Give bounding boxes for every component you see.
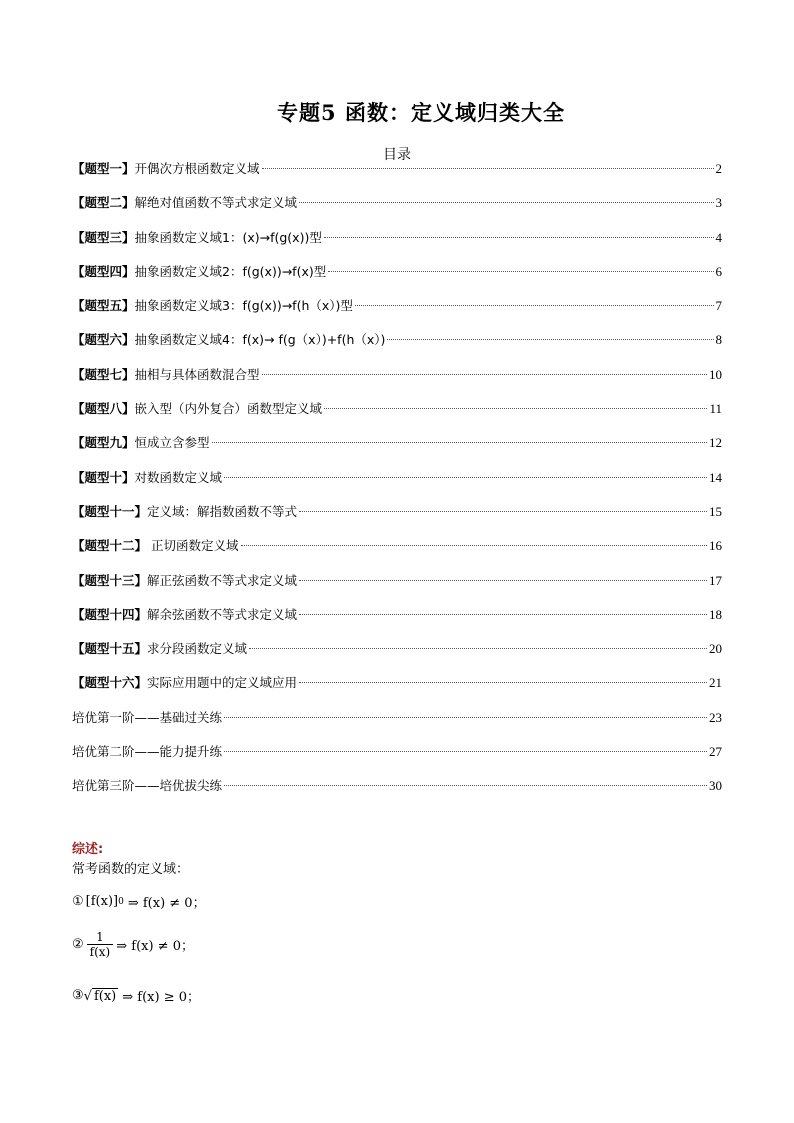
formula-item-2 <box>72 930 194 959</box>
fraction-numerator: 1 <box>96 930 104 944</box>
toc-dot-leader <box>224 785 707 786</box>
toc-entry-page: 8 <box>715 332 722 348</box>
toc-dot-leader <box>262 168 714 169</box>
toc-entry[interactable] <box>72 536 722 570</box>
toc-dot-leader <box>299 614 707 615</box>
toc-entry[interactable] <box>72 776 722 810</box>
toc-entry-label: 培优第三阶——培优拔尖练 <box>72 778 223 794</box>
formula-exponent: 0 <box>118 896 124 907</box>
toc-entry[interactable] <box>72 708 722 742</box>
toc-entry-label: 【题型四】抽象函数定义域2：f(g(x))→f(x)型 <box>72 263 327 279</box>
toc-dot-leader <box>299 682 707 683</box>
toc-dot-leader <box>299 580 707 581</box>
toc-entry-label: 【题型八】嵌入型（内外复合）函数型定义域 <box>72 401 323 417</box>
summary-intro: 常考函数的定义域： <box>72 862 190 877</box>
toc-dot-leader <box>224 477 707 478</box>
toc-entry[interactable] <box>72 742 722 776</box>
toc-dot-leader <box>387 339 713 340</box>
formula-marker: ③ <box>72 988 84 1003</box>
toc-heading: 目录 <box>383 147 411 163</box>
toc-entry-page: 12 <box>709 435 722 451</box>
sqrt-radicand: f(x) <box>93 988 117 1004</box>
toc-entry-label: 培优第二阶——能力提升练 <box>72 744 223 760</box>
summary-heading: 综述: <box>72 842 104 857</box>
toc-entry[interactable] <box>72 433 722 467</box>
toc-entry-label: 【题型十】对数函数定义域 <box>72 469 223 485</box>
toc-entry-label: 【题型九】恒成立含参型 <box>72 435 210 451</box>
toc-entry-label: 【题型十四】解余弦函数不等式求定义域 <box>72 606 298 622</box>
toc-entry-page: 2 <box>715 161 722 176</box>
toc-entry-label: 【题型二】解绝对值函数不等式求定义域 <box>72 195 298 211</box>
toc-entry[interactable] <box>72 502 722 536</box>
table-of-contents <box>72 159 722 811</box>
toc-dot-leader <box>249 648 707 649</box>
toc-dot-leader <box>241 545 708 546</box>
toc-entry-page: 4 <box>715 229 722 245</box>
toc-dot-leader <box>299 511 707 512</box>
toc-entry-page: 6 <box>715 263 722 279</box>
toc-entry[interactable] <box>72 228 722 262</box>
formula-result: ⇒ f(x) ≠ 0； <box>127 896 206 911</box>
toc-dot-leader <box>224 717 707 718</box>
toc-entry-page: 10 <box>709 366 722 382</box>
toc-dot-leader <box>324 237 714 238</box>
toc-dot-leader <box>324 408 707 409</box>
toc-entry-label: 【题型十二】 正切函数定义域 <box>72 538 239 554</box>
formula-marker: ② <box>72 937 84 952</box>
toc-entry[interactable] <box>72 365 722 399</box>
toc-dot-leader <box>224 751 707 752</box>
toc-entry-page: 3 <box>715 195 722 211</box>
toc-entry-label: 【题型七】抽相与具体函数混合型 <box>72 366 260 382</box>
toc-entry-page: 27 <box>709 744 722 760</box>
toc-entry-page: 30 <box>709 778 722 794</box>
toc-dot-leader <box>299 202 713 203</box>
toc-entry-page: 14 <box>709 469 722 485</box>
toc-entry-label: 【题型十五】求分段函数定义域 <box>72 641 248 657</box>
square-root <box>84 988 119 1004</box>
fraction-denominator: f(x) <box>87 944 114 959</box>
toc-dot-leader <box>262 374 707 375</box>
toc-entry[interactable] <box>72 193 722 227</box>
toc-dot-leader <box>328 271 713 272</box>
toc-entry-page: 17 <box>709 572 722 588</box>
formula-result: ⇒ f(x) ≥ 0； <box>122 990 200 1005</box>
toc-entry[interactable] <box>72 468 722 502</box>
toc-entry[interactable] <box>72 605 722 639</box>
formula-item-3 <box>72 986 200 1005</box>
toc-entry[interactable] <box>72 571 722 605</box>
toc-entry-page: 7 <box>715 298 722 314</box>
toc-entry[interactable] <box>72 673 722 707</box>
toc-entry-label: 【题型一】开偶次方根函数定义域 <box>72 161 260 176</box>
formula-base: [f(x)] <box>85 894 119 909</box>
toc-entry[interactable] <box>72 296 722 330</box>
toc-entry[interactable] <box>72 159 722 193</box>
toc-entry[interactable] <box>72 262 722 296</box>
toc-entry-page: 16 <box>709 538 722 554</box>
toc-entry-label: 【题型十一】定义域：解指数函数不等式 <box>72 503 298 519</box>
toc-dot-leader <box>355 305 714 306</box>
toc-entry-page: 23 <box>709 709 722 725</box>
toc-entry[interactable] <box>72 330 722 364</box>
sqrt-icon: √ <box>83 988 92 1004</box>
toc-entry-label: 培优第一阶——基础过关练 <box>72 709 223 725</box>
page-title: 专题5 函数：定义域归类大全 <box>277 100 565 125</box>
toc-entry-page: 20 <box>709 641 722 657</box>
toc-entry-page: 15 <box>709 503 722 519</box>
formula-result: ⇒ f(x) ≠ 0； <box>116 939 194 954</box>
toc-entry-label: 【题型五】抽象函数定义域3：f(g(x))→f(h（x）)型 <box>72 298 353 314</box>
toc-entry-page: 11 <box>709 401 722 417</box>
toc-entry-page: 21 <box>709 675 722 691</box>
formula-item-1 <box>72 892 206 911</box>
fraction <box>87 930 114 959</box>
toc-dot-leader <box>212 442 707 443</box>
toc-entry-page: 18 <box>709 606 722 622</box>
toc-entry-label: 【题型十六】实际应用题中的定义域应用 <box>72 675 298 691</box>
toc-entry-label: 【题型十三】解正弦函数不等式求定义域 <box>72 572 298 588</box>
toc-entry-label: 【题型三】抽象函数定义域1：(x)→f(g(x))型 <box>72 229 322 245</box>
toc-entry[interactable] <box>72 639 722 673</box>
toc-entry-label: 【题型六】抽象函数定义域4：f(x)→ f(g（x）)+f(h（x）) <box>72 332 386 348</box>
toc-entry[interactable] <box>72 399 722 433</box>
formula-marker: ① <box>72 894 84 909</box>
